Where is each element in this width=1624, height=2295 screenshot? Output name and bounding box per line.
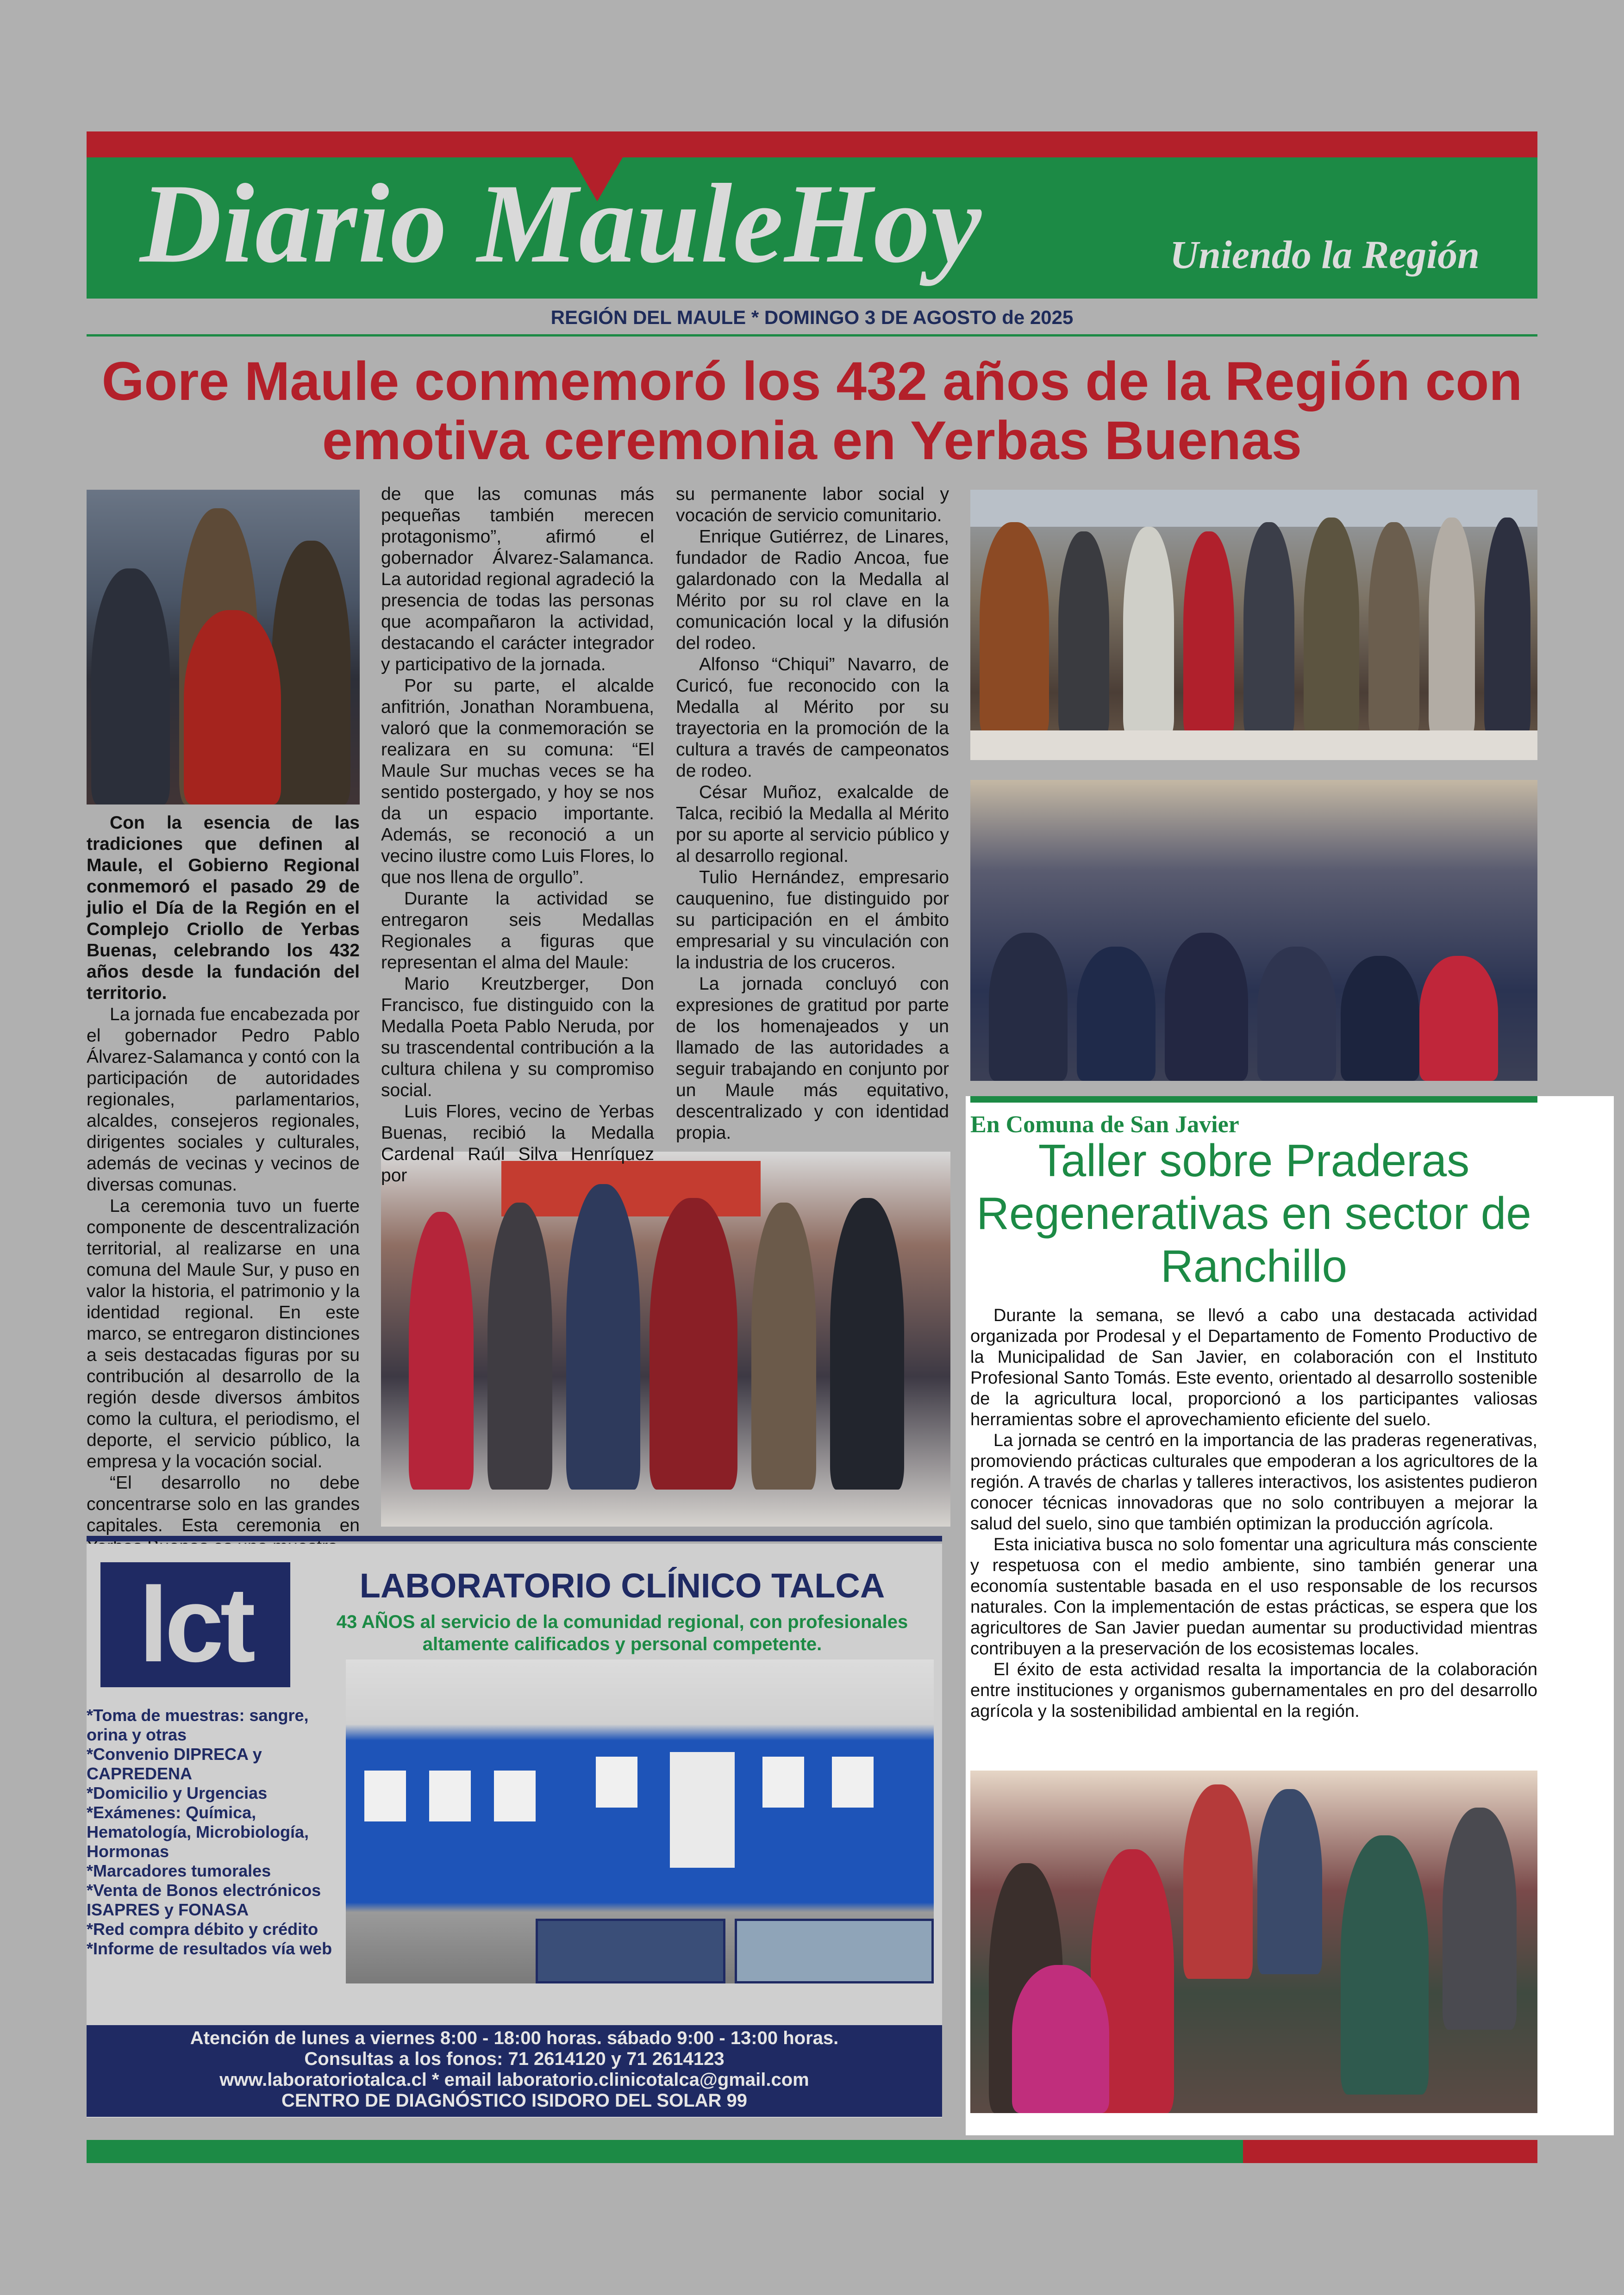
list-item: *Red compra débito y crédito xyxy=(87,1920,319,1939)
photo-audience xyxy=(970,780,1537,1081)
ad-footer xyxy=(87,2025,942,2117)
story-headline: Taller sobre Praderas Regenerativas en sector de Ranchillo xyxy=(976,1135,1531,1291)
ad-title: LABORATORIO CLÍNICO TALCA xyxy=(359,1566,885,1605)
list-item: *Exámenes: Química, Hematología, Microbiología, Hormonas xyxy=(87,1803,309,1861)
masthead-top-stripe xyxy=(87,131,1537,157)
article-paragraph: “El desarrollo no debe concentrarse solo en las grandes capitales. Esta ceremonia en xyxy=(87,1473,360,1535)
masthead-banner xyxy=(87,157,1537,299)
article-paragraph: La ceremonia tuvo un fuerte componente de descentralización territorial, al realizarse en una comuna del Maule Sur, y puso en valor la historia, el patrimonio y la identidad regional. En este marco, se entregaron distinciones a seis destacadas figuras por su contribución al desarrollo de la región desde diversos ámbitos como la cultura, el periodismo, el deporte, el servicio público, la empresa y la vocación social. xyxy=(87,1196,360,1472)
article-column-3 xyxy=(676,484,949,1144)
ad-phones: Consultas a los fonos: 71 2614120 y 71 2614123 xyxy=(304,2049,725,2069)
ad-hours: Atención de lunes a viernes 8:00 - 18:00 horas. sábado 9:00 - 13:00 horas. xyxy=(190,2028,839,2048)
article-column-1 xyxy=(87,812,360,1558)
dateline: REGIÓN DEL MAULE * DOMINGO 3 DE AGOSTO de 2025 xyxy=(550,306,1074,328)
lead-headline: Gore Maule conmemoró los 432 años de la Región con emotiva ceremonia en Yerbas Buenas xyxy=(101,351,1523,471)
story-kicker: En Comuna de San Javier xyxy=(970,1111,1239,1138)
article-paragraph: su permanente labor social y vocación de servicio comunitario. xyxy=(676,484,949,525)
lab-building-photo xyxy=(346,1659,934,1983)
article-paragraph: El éxito de esta actividad resalta la importancia de la colaboración entre instituciones y organismos gubernamentales en pro del desarrollo agrícola y la sostenibilidad ambiental en la región. xyxy=(970,1660,1537,1721)
photo-workshop xyxy=(970,1771,1537,2113)
article-paragraph: Alfonso “Chiqui” Navarro, de Curicó, fue reconocido con la Medalla al Mérito por su trayectoria en la promoción de la cultura a través de campeonatos de rodeo. xyxy=(676,655,949,781)
story-body xyxy=(970,1305,1537,1722)
photo-honoree-wheelchair xyxy=(87,490,360,804)
article-paragraph: Durante la actividad se entregaron seis Medallas Regionales a figuras que representan el alma del Maule: xyxy=(381,889,654,973)
list-item: *Marcadores tumorales xyxy=(87,1861,271,1880)
ad-address: CENTRO DE DIAGNÓSTICO ISIDORO DEL SOLAR 99 xyxy=(281,2090,748,2111)
list-item: *Toma de muestras: sangre, orina y otras xyxy=(87,1706,309,1744)
list-item: *Informe de resultados vía web xyxy=(87,1939,332,1958)
lab-advertisement xyxy=(87,1544,942,2118)
article-paragraph: César Muñoz, exalcalde de Talca, recibió la Medalla al Mérito por su aporte al servicio público y al desarrollo regional. xyxy=(676,782,949,866)
footer-stripe-green xyxy=(87,2140,1243,2163)
masthead-notch-icon xyxy=(572,157,623,201)
list-item: *Domicilio y Urgencias xyxy=(87,1784,268,1802)
lct-logo: lct xyxy=(100,1562,290,1687)
article-paragraph: Por su parte, el alcalde anfitrión, Jonathan Norambuena, valoró que la conmemoración se realizara en su comuna: “El Maule Sur muchas veces se ha sentido postergado, y hoy se nos da un espacio importante. Además, se reconoció a un vecino ilustre como Luis Flores, lo que nos llena de orgullo”. xyxy=(381,676,654,887)
ad-subtitle: 43 AÑOS al servicio de la comunidad regional, con profesionales altamente calificados y personal competente. xyxy=(336,1612,908,1654)
article-paragraph: La jornada concluyó con expresiones de gratitud por parte de los homenajeados y un llamado de las autoridades a seguir trabajando en conjunto por un Maule más equitativo, descentralizado y con identidad propia. xyxy=(676,974,949,1143)
article-paragraph: de que las comunas más pequeñas también merecen protagonismo”, afirmó el gobernador Álvarez-Salamanca. La autoridad regional agradeció la presencia de todas las personas que acompañaron la actividad, destacando el carácter integrador y participativo de la jornada. xyxy=(381,484,654,674)
divider xyxy=(970,1096,1537,1103)
ad-web-email: www.laboratoriotalca.cl * email laboratorio.clinicotalca@gmail.com xyxy=(219,2070,809,2090)
ad-services-list xyxy=(87,1706,346,1958)
article-paragraph: Mario Kreutzberger, Don Francisco, fue distinguido con la Medalla Poeta Pablo Neruda, por su trascendental contribución a la cultura chilena y su compromiso social. xyxy=(381,974,654,1100)
article-paragraph: Enrique Gutiérrez, de Linares, fundador de Radio Ancoa, fue galardonado con la Medalla al Mérito por su rol clave en la comunicación local y la difusión del rodeo. xyxy=(676,527,949,653)
photo-medal-recipients xyxy=(381,1152,950,1527)
list-item: *Venta de Bonos electrónicos ISAPRES y FONASA xyxy=(87,1881,321,1919)
article-column-2 xyxy=(381,484,654,1186)
divider xyxy=(87,334,1537,337)
article-paragraph: La jornada fue encabezada por el gobernador Pedro Pablo Álvarez-Salamanca y contó con la participación de autoridades regionales, parlamentarios, alcaldes, consejeros regionales, dirigentes sociales y culturales, además de vecinas y vecinos de diversas comunas. xyxy=(87,1004,360,1195)
footer-stripe-red xyxy=(1243,2140,1537,2163)
article-paragraph: Durante la semana, se llevó a cabo una destacada actividad organizada por Prodesal y el Departamento de Fomento Productivo de la Municipalidad de San Javier, en colaboración con el Instituto Profesional Santo Tomás. Este evento, orientado al desarrollo sostenible de la agricultura local, proporcionó a los participantes valiosas herramientas sobre el aprovechamiento eficiente del suelo. xyxy=(970,1306,1537,1429)
article-paragraph: Tulio Hernández, empresario cauquenino, fue distinguido por su participación en el ámbito empresarial y su vinculación con la industria de los cruceros. xyxy=(676,867,949,973)
ad-top-rule xyxy=(87,1536,942,1541)
list-item: *Convenio DIPRECA y CAPREDENA xyxy=(87,1745,262,1783)
photo-authorities-stage xyxy=(970,490,1537,760)
article-paragraph: Esta iniciativa busca no solo fomentar una agricultura más consciente y respetuosa con el medio ambiente, sino también generar una economía sustentable basada en el uso responsable de los recursos naturales. Con la implementación de estas prácticas, se espera que los agricultores de San Javier puedan aumentar su productividad mientras contribuyen a la preservación de los ecosistemas locales. xyxy=(970,1535,1537,1659)
article-lead-paragraph: Con la esencia de las tradiciones que definen al Maule, el Gobierno Regional conmemoró el pasado 29 de julio el Día de la Región en el Complejo Criollo de Yerbas Buenas, celebrando los 432 años desde la fundación del territorio. xyxy=(87,813,360,1003)
article-paragraph: Luis Flores, vecino de Yerbas Buenas, recibió la Medalla Cardenal Raúl Silva Henríquez por xyxy=(381,1102,654,1185)
newspaper-name: Diario MauleHoy xyxy=(140,161,982,286)
newspaper-tagline: Uniendo la Región xyxy=(1170,232,1480,277)
article-paragraph: La jornada se centró en la importancia de las praderas regenerativas, promoviendo prácticas culturales que empoderan a los agricultores de la región. A través de charlas y talleres interactivos, los asistentes pudieron conocer técnicas innovadoras que no solo contribuyen a mejorar la salud del suelo, sino que también optimizan la producción agrícola. xyxy=(970,1431,1537,1534)
